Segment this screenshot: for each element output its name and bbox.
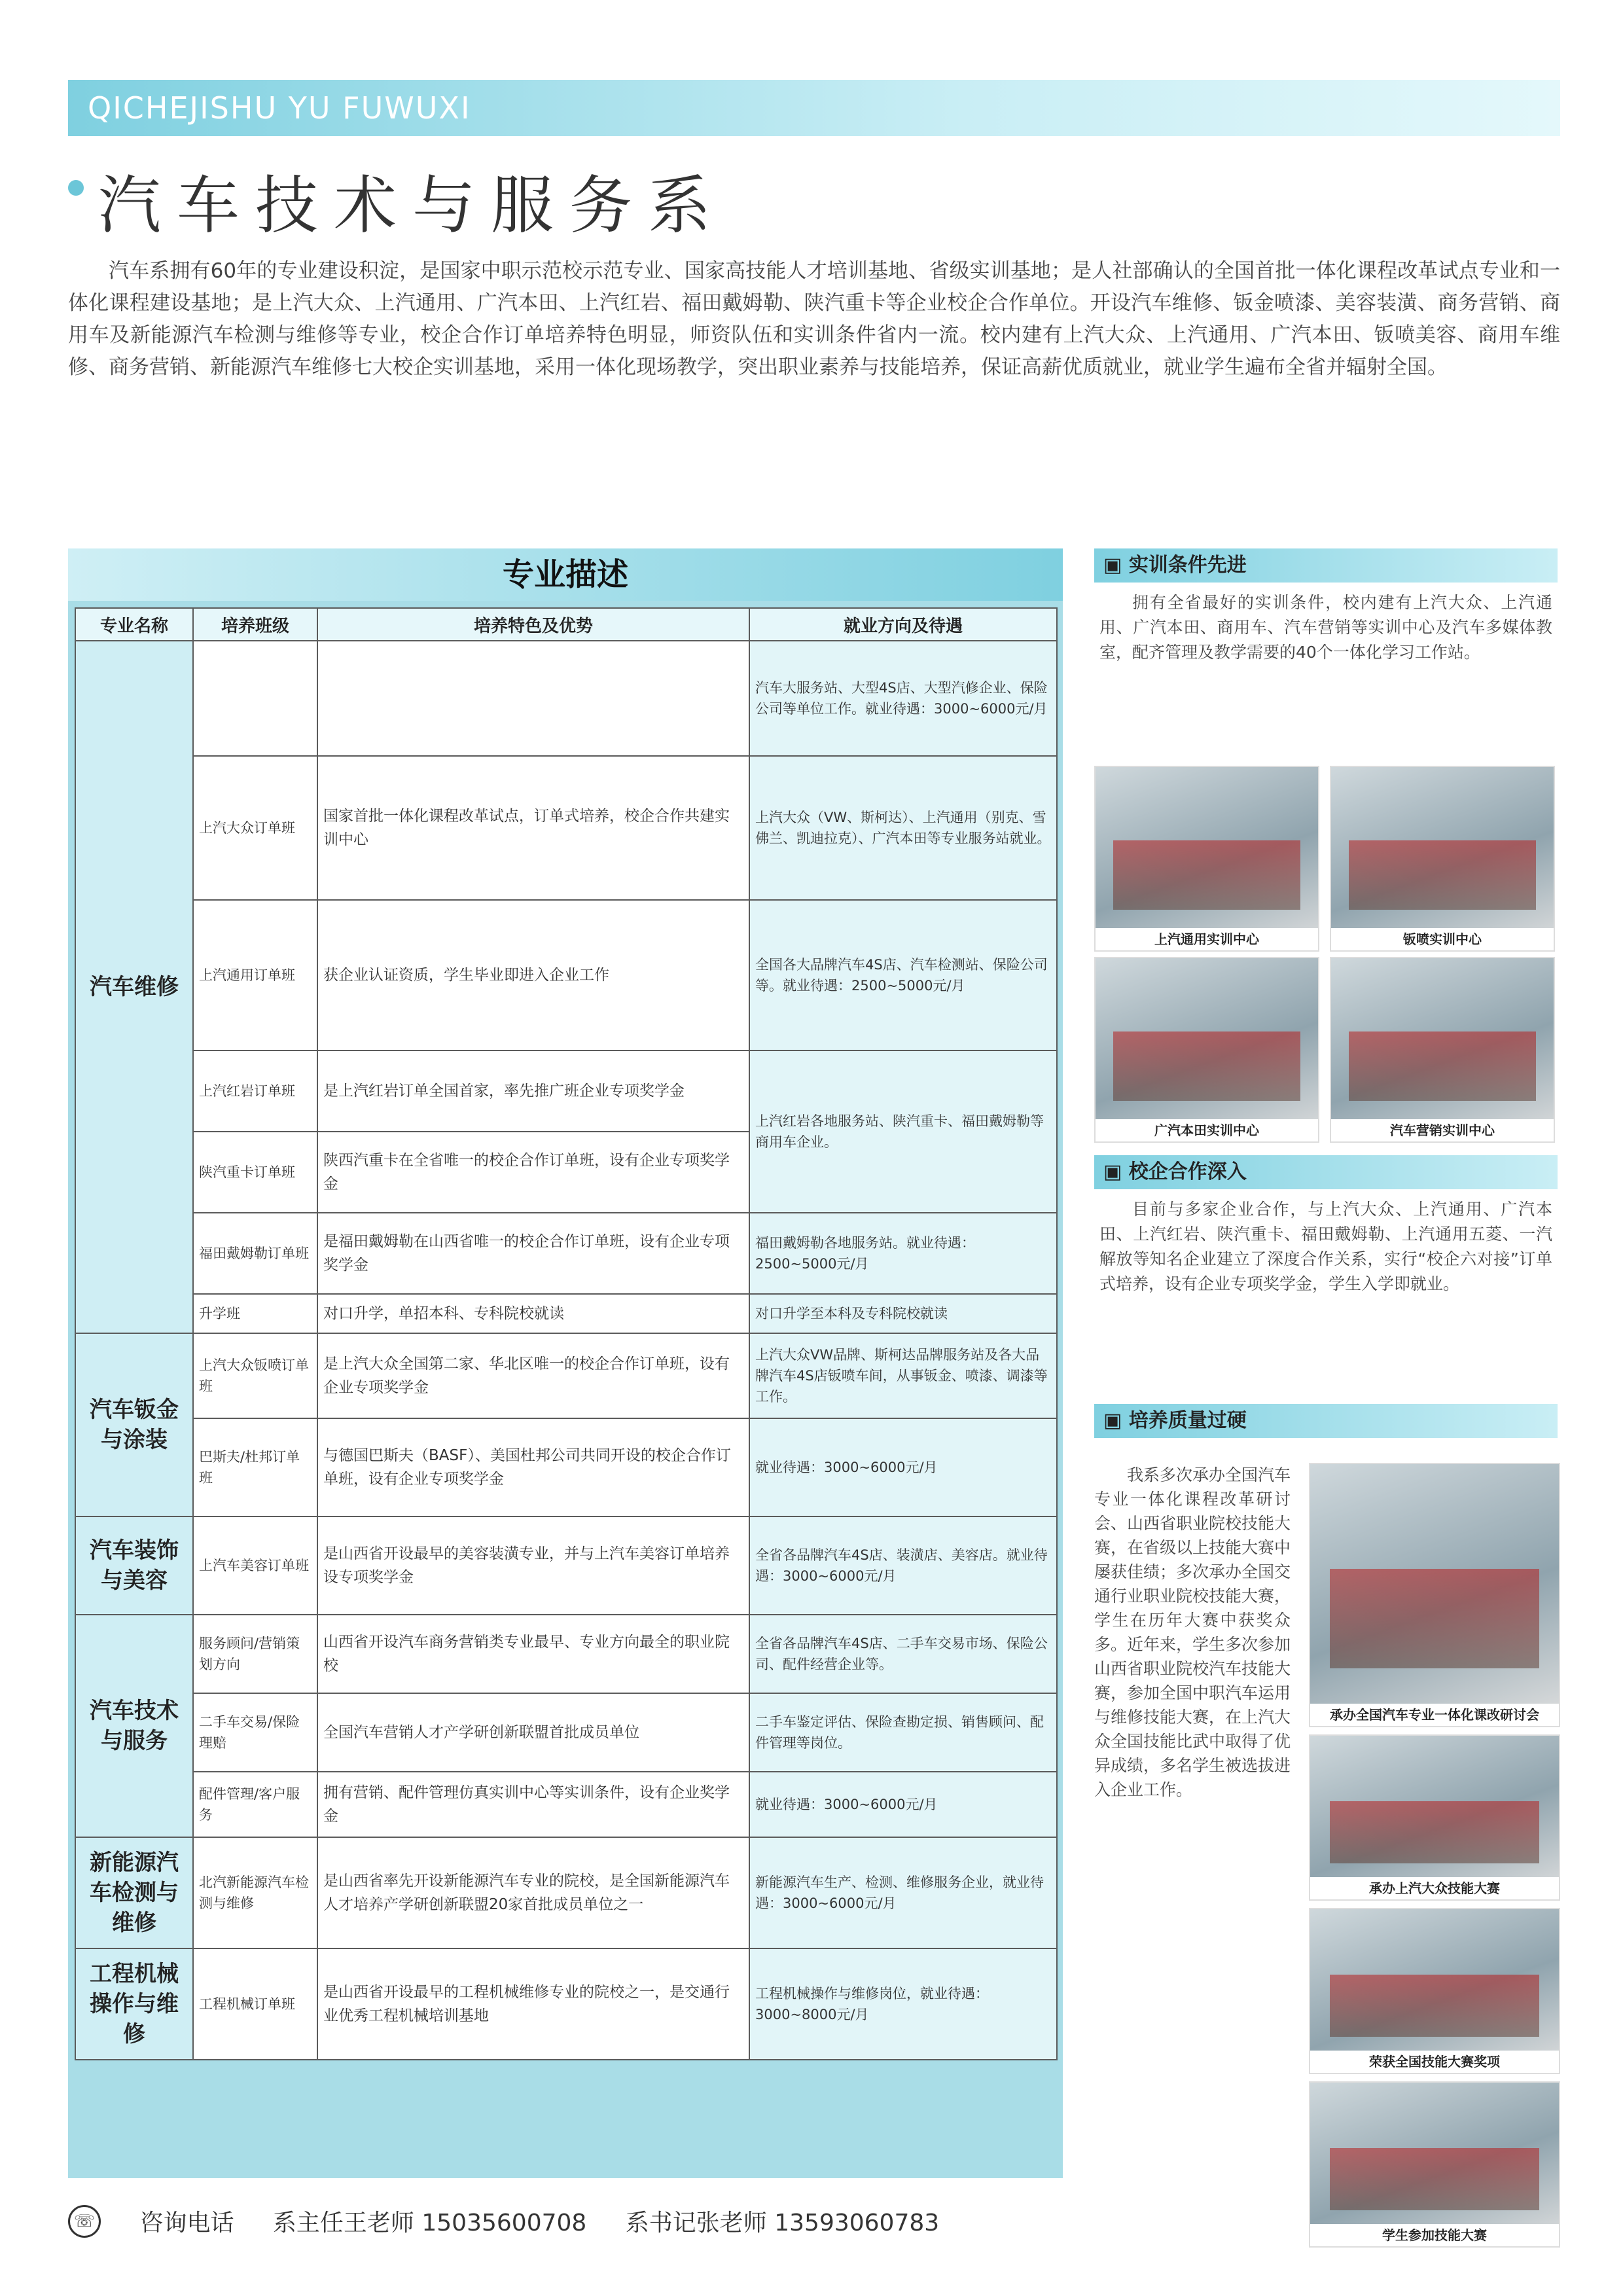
car-lift-image xyxy=(1113,840,1300,910)
feature-text: 山西省开设汽车商务营销类专业最早、专业方向最全的职业院校 xyxy=(317,1615,749,1693)
facility-photo xyxy=(1094,766,1319,952)
employment-text: 上汽红岩各地服务站、陕汽重卡、福田戴姆勒等商用车企业。 xyxy=(749,1050,1057,1213)
feature-text: 与德国巴斯夫（BASF）、美国杜邦公司共同开设的校企合作订单班，设有企业专项奖学金 xyxy=(317,1418,749,1516)
class-name: 上汽红岩订单班 xyxy=(193,1050,317,1132)
banner-pinyin: QICHEJISHU YU FUWUXI xyxy=(88,90,471,126)
column-header: 专业名称 xyxy=(75,608,193,641)
top-banner xyxy=(68,80,1560,136)
title-bullet-icon xyxy=(68,180,84,196)
class-name: 配件管理/客户服务 xyxy=(193,1772,317,1837)
table-row xyxy=(75,756,1057,900)
table-row xyxy=(75,1333,1057,1418)
employment-text: 福田戴姆勒各地服务站。就业待遇：2500~5000元/月 xyxy=(749,1213,1057,1294)
quality-section xyxy=(1094,1404,1558,1438)
employment-text: 就业待遇：3000~6000元/月 xyxy=(749,1772,1057,1837)
showroom-image xyxy=(1349,1031,1536,1101)
conference-image xyxy=(1330,1569,1539,1668)
cooperation-text: 目前与多家企业合作，与上汽大众、上汽通用、广汽本田、上汽红岩、陕汽重卡、福田戴姆勒、上汽通用五菱、一汽解放等知名企业建立了深度合作关系，实行“校企六对接”订单式培养，设有企业专项奖学金，学生入学即就业。 xyxy=(1099,1200,1552,1293)
activity-photo xyxy=(1309,1908,1560,2074)
photo-caption: 广汽本田实训中心 xyxy=(1096,1119,1318,1141)
table-row xyxy=(75,1418,1057,1516)
class-name: 北汽新能源汽车检测与维修 xyxy=(193,1837,317,1948)
photo-caption: 汽车营销实训中心 xyxy=(1331,1119,1554,1141)
table-row xyxy=(75,1213,1057,1294)
class-name: 福田戴姆勒订单班 xyxy=(193,1213,317,1294)
class-name: 上汽车美容订单班 xyxy=(193,1516,317,1615)
car-lift-image xyxy=(1113,1031,1300,1101)
major-name: 汽车技术与服务 xyxy=(75,1615,193,1837)
class-name: 升学班 xyxy=(193,1294,317,1333)
table-row xyxy=(75,900,1057,1050)
major-name: 工程机械操作与维修 xyxy=(75,1948,193,2060)
table-title: 专业描述 xyxy=(68,548,1063,601)
class-name xyxy=(193,641,317,756)
facility-photo xyxy=(1094,957,1319,1143)
column-header: 培养特色及优势 xyxy=(317,608,749,641)
feature-text: 是山西省开设最早的工程机械维修专业的院校之一，是交通行业优秀工程机械培训基地 xyxy=(317,1948,749,2060)
feature-text: 是山西省开设最早的美容装潢专业，并与上汽车美容订单培养设专项奖学金 xyxy=(317,1516,749,1615)
photo-caption: 学生参加技能大赛 xyxy=(1310,2224,1559,2246)
contact-label: 咨询电话 xyxy=(139,2210,234,2236)
class-name: 工程机械订单班 xyxy=(193,1948,317,2060)
facilities-heading: ▣ 实训条件先进 xyxy=(1094,548,1558,583)
classroom-image xyxy=(1330,1801,1539,1863)
employment-text: 新能源汽车生产、检测、维修服务企业，就业待遇：3000~6000元/月 xyxy=(749,1837,1057,1948)
class-name: 陕汽重卡订单班 xyxy=(193,1132,317,1213)
feature-text: 是上汽大众全国第二家、华北区唯一的校企合作订单班，设有企业专项奖学金 xyxy=(317,1333,749,1418)
major-table-section xyxy=(68,548,1063,2178)
feature-text: 是山西省率先开设新能源汽车专业的院校，是全国新能源汽车人才培养产学研创新联盟20家首批成员单位之一 xyxy=(317,1837,749,1948)
certificates-image xyxy=(1330,1975,1539,2037)
photo-caption: 钣喷实训中心 xyxy=(1331,928,1554,950)
table-row xyxy=(75,1294,1057,1333)
activity-photo xyxy=(1309,1734,1560,1901)
column-header: 培养班级 xyxy=(193,608,317,641)
employment-text: 二手车鉴定评估、保险查勘定损、销售顾问、配件管理等岗位。 xyxy=(749,1693,1057,1772)
cooperation-section xyxy=(1094,1155,1558,1304)
competition-car-image xyxy=(1330,2148,1539,2210)
table-row xyxy=(75,1615,1057,1693)
employment-text: 工程机械操作与维修岗位，就业待遇：3000~8000元/月 xyxy=(749,1948,1057,2060)
class-name: 上汽大众订单班 xyxy=(193,756,317,900)
facility-photo xyxy=(1330,766,1555,952)
quality-text: 我系多次承办全国汽车专业一体化课程改革研讨会、山西省职业院校技能大赛，在省级以上技能大赛中屡获佳绩；多次承办全国交通行业职业院校技能大赛，学生在历年大赛中获奖众多。近年来，学生多次参加山西省职业院校汽车技能大赛，参加全国中职汽车运用与维修技能大赛，在上汽大众全国技能比武中取得了优异成绩，多名学生被选拔进入企业工作。 xyxy=(1094,1465,1291,1799)
table-row xyxy=(75,1050,1057,1132)
class-name: 上汽通用订单班 xyxy=(193,900,317,1050)
quality-heading: ▣ 培养质量过硬 xyxy=(1094,1404,1558,1438)
feature-text: 是上汽红岩订单全国首家，率先推广班企业专项奖学金 xyxy=(317,1050,749,1132)
page-title: 汽车技术与服务系 xyxy=(98,169,726,242)
feature-text: 陕西汽重卡在全省唯一的校企合作订单班，设有企业专项奖学金 xyxy=(317,1132,749,1213)
feature-text: 对口升学，单招本科、专科院校就读 xyxy=(317,1294,749,1333)
intro-paragraph: 汽车系拥有60年的专业建设积淀，是国家中职示范校示范专业、国家高技能人才培训基地、省级实训基地；是人社部确认的全国首批一体化课程改革试点专业和一体化课程建设基地；是上汽大众、上汽通用、广汽本田、上汽红岩、福田戴姆勒、陕汽重卡等企业校企合作单位。开设汽车维修、钣金喷漆、美容装潢、商务营销、商用车及新能源汽车检测与维修等专业，校企合作订单培养特色明显，师资队伍和实训条件省内一流。校内建有上汽大众、上汽通用、广汽本田、钣喷美容、商用车维修、商务营销、新能源汽车维修七大校企实训基地，采用一体化现场教学，突出职业素养与技能培养，保证高薪优质就业，就业学生遍布全省并辐射全国。 xyxy=(68,259,1560,379)
facilities-section xyxy=(1094,548,1558,673)
employment-text: 对口升学至本科及专科院校就读 xyxy=(749,1294,1057,1333)
activity-photo xyxy=(1309,1463,1560,1727)
feature-text: 国家首批一体化课程改革试点，订单式培养，校企合作共建实训中心 xyxy=(317,756,749,900)
photo-caption: 承办全国汽车专业一体化课改研讨会 xyxy=(1310,1704,1559,1726)
class-name: 巴斯夫/杜邦订单班 xyxy=(193,1418,317,1516)
employment-text: 就业待遇：3000~6000元/月 xyxy=(749,1418,1057,1516)
column-header: 就业方向及待遇 xyxy=(749,608,1057,641)
major-name: 汽车钣金与涂装 xyxy=(75,1333,193,1516)
table-row xyxy=(75,1837,1057,1948)
major-name: 汽车装饰与美容 xyxy=(75,1516,193,1615)
employment-text: 上汽大众（VW、斯柯达）、上汽通用（别克、雪佛兰、凯迪拉克）、广汽本田等专业服务站就业。 xyxy=(749,756,1057,900)
employment-text: 全省各品牌汽车4S店、装潢店、美容店。就业待遇：3000~6000元/月 xyxy=(749,1516,1057,1615)
employment-text: 汽车大服务站、大型4S店、大型汽修企业、保险公司等单位工作。就业待遇：3000~6000元/月 xyxy=(749,641,1057,756)
table-row xyxy=(75,1772,1057,1837)
facilities-text: 拥有全省最好的实训条件，校内建有上汽大众、上汽通用、广汽本田、商用车、汽车营销等实训中心及汽车多媒体教室，配齐管理及教学需要的40个一体化学习工作站。 xyxy=(1099,593,1552,662)
class-name: 二手车交易/保险理赔 xyxy=(193,1693,317,1772)
feature-text: 拥有营销、配件管理仿真实训中心等实训条件，设有企业奖学金 xyxy=(317,1772,749,1837)
feature-text xyxy=(317,641,749,756)
class-name: 服务顾问/营销策划方向 xyxy=(193,1615,317,1693)
facility-photo xyxy=(1330,957,1555,1143)
photo-caption: 承办上汽大众技能大赛 xyxy=(1310,1877,1559,1899)
workshop-image xyxy=(1349,840,1536,910)
table-row xyxy=(75,1693,1057,1772)
contact-secretary: 系书记张老师 13593060783 xyxy=(625,2210,940,2236)
table-header-row xyxy=(75,608,1057,641)
cooperation-heading: ▣ 校企合作深入 xyxy=(1094,1155,1558,1189)
feature-text: 全国汽车营销人才产学研创新联盟首批成员单位 xyxy=(317,1693,749,1772)
contact-footer xyxy=(68,2204,1560,2244)
employment-text: 全国各大品牌汽车4S店、汽车检测站、保险公司等。就业待遇：2500~5000元/月 xyxy=(749,900,1057,1050)
employment-text: 上汽大众VW品牌、斯柯达品牌服务站及各大品牌汽车4S店钣喷车间，从事钣金、喷漆、调漆等工作。 xyxy=(749,1333,1057,1418)
major-name: 新能源汽车检测与维修 xyxy=(75,1837,193,1948)
major-name: 汽车维修 xyxy=(75,641,193,1333)
contact-director: 系主任王老师 15035600708 xyxy=(272,2210,587,2236)
photo-caption: 上汽通用实训中心 xyxy=(1096,928,1318,950)
class-name: 上汽大众钣喷订单班 xyxy=(193,1333,317,1418)
phone-icon: ☏ xyxy=(68,2205,101,2238)
photo-caption: 荣获全国技能大赛奖项 xyxy=(1310,2051,1559,2073)
feature-text: 获企业认证资质，学生毕业即进入企业工作 xyxy=(317,900,749,1050)
feature-text: 是福田戴姆勒在山西省唯一的校企合作订单班，设有企业专项奖学金 xyxy=(317,1213,749,1294)
employment-text: 全省各品牌汽车4S店、二手车交易市场、保险公司、配件经营企业等。 xyxy=(749,1615,1057,1693)
table-row xyxy=(75,641,1057,756)
table-row xyxy=(75,1516,1057,1615)
table-row xyxy=(75,1948,1057,2060)
major-table xyxy=(75,607,1058,2060)
